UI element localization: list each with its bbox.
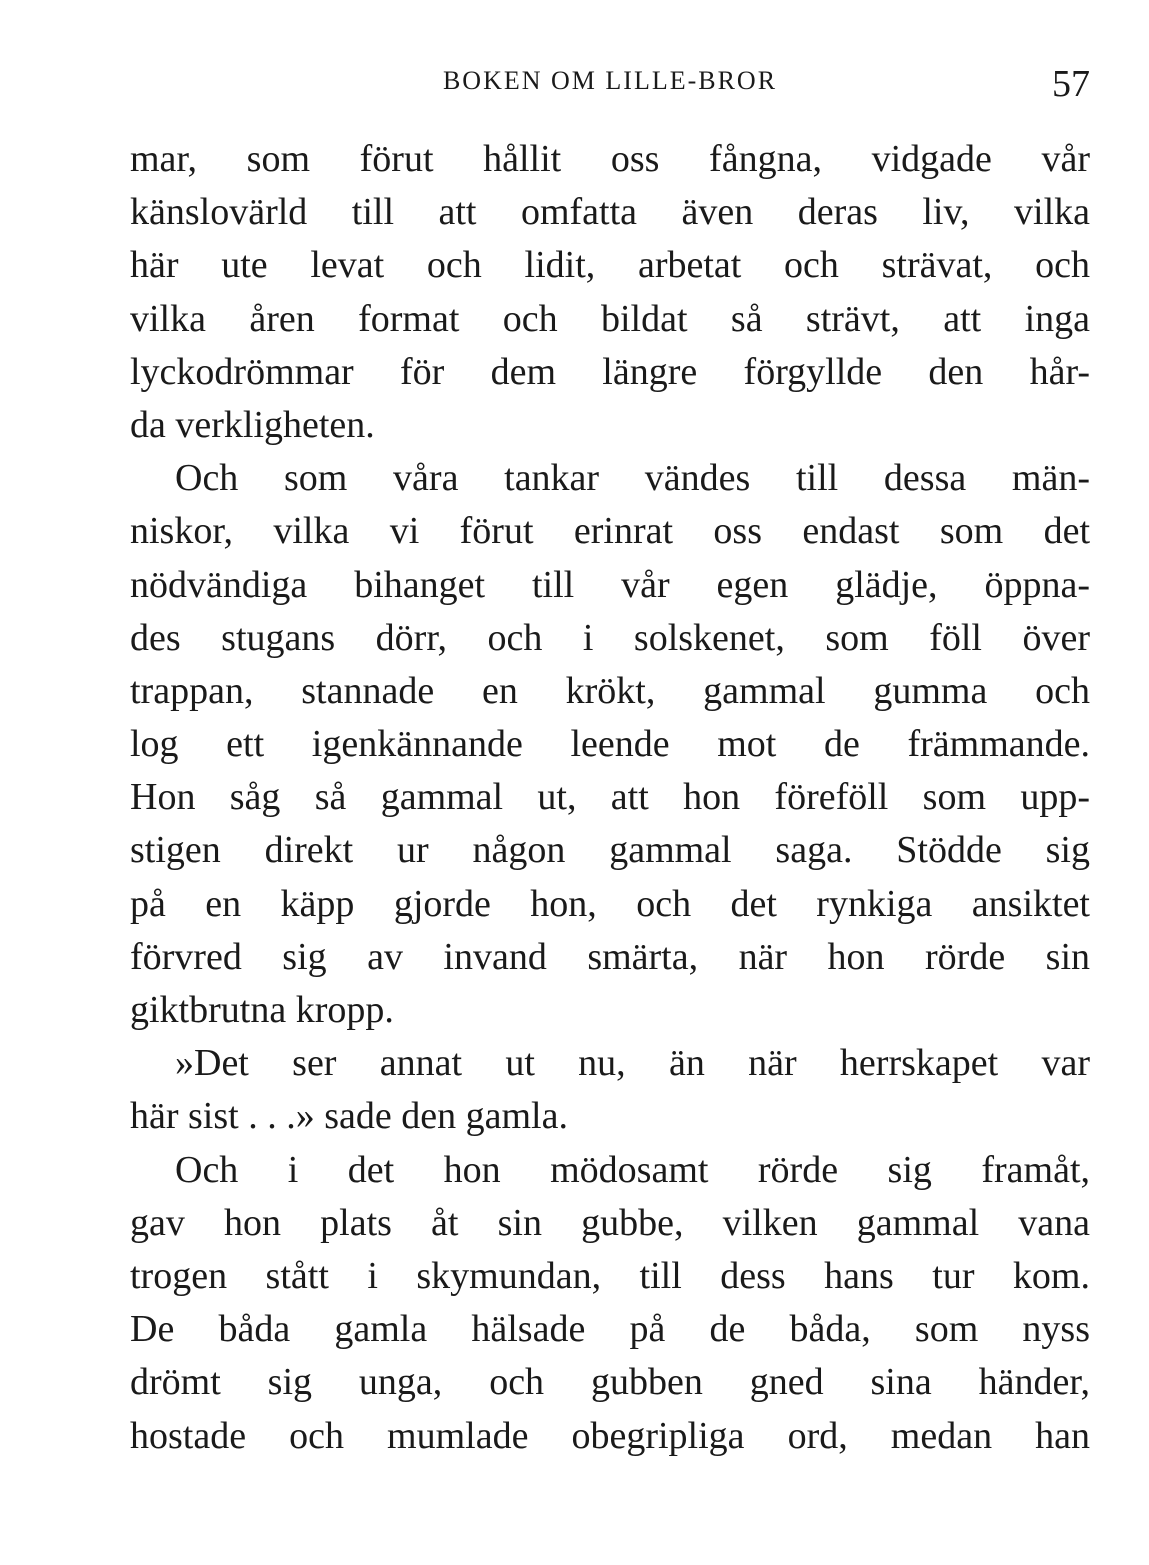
text-line: här sist . . .» sade den gamla. [130, 1095, 568, 1138]
text-line: log ett igenkännande leende mot de främmande. [130, 723, 1090, 766]
text-line: giktbrutna kropp. [130, 989, 394, 1031]
text-line: känslovärld till att omfatta även deras liv, vilka [130, 191, 1090, 234]
text-line: Och i det hon mödosamt rörde sig framåt, [175, 1148, 1090, 1191]
body-text [130, 133, 1090, 1463]
text-line: förvred sig av invand smärta, när hon rörde sin [130, 935, 1090, 978]
text-line: niskor, vilka vi förut erinrat oss endast som det [130, 510, 1090, 553]
text-line: mar, som förut hållit oss fångna, vidgade vår [130, 138, 1090, 180]
text-line: da verkligheten. [130, 403, 375, 446]
text-line: vilka åren format och bildat så strävt, att inga [130, 297, 1090, 340]
text-line: De båda gamla hälsade på de båda, som nyss [130, 1308, 1090, 1351]
text-line: drömt sig unga, och gubben gned sina händer, [130, 1361, 1090, 1404]
text-line: trappan, stannade en krökt, gammal gumma och [130, 669, 1090, 712]
page-number: 57 [1052, 63, 1090, 105]
text-line: Och som våra tankar vändes till dessa män- [175, 457, 1090, 500]
text-line: lyckodrömmar för dem längre förgyllde den hår- [130, 350, 1090, 393]
text-line: nödvändiga bihanget till vår egen glädje, öppna- [130, 563, 1090, 606]
text-line: des stugans dörr, och i solskenet, som föll över [130, 616, 1090, 659]
text-line: trogen stått i skymundan, till dess hans tur kom. [130, 1254, 1090, 1297]
text-line: Hon såg så gammal ut, att hon föreföll som upp- [130, 776, 1090, 819]
running-head [130, 62, 1090, 112]
text-line: hostade och mumlade obegripliga ord, medan han [130, 1414, 1090, 1457]
text-line: gav hon plats åt sin gubbe, vilken gammal vana [130, 1201, 1090, 1244]
running-title: BOKEN OM LILLE-BROR [442, 66, 778, 95]
text-line: stigen direkt ur någon gammal saga. Stödde sig [130, 829, 1090, 872]
text-line: på en käpp gjorde hon, och det rynkiga ansiktet [130, 882, 1090, 925]
text-line: »Det ser annat ut nu, än när herrskapet var [175, 1042, 1090, 1085]
text-line: här ute levat och lidit, arbetat och strävat, och [130, 244, 1090, 287]
